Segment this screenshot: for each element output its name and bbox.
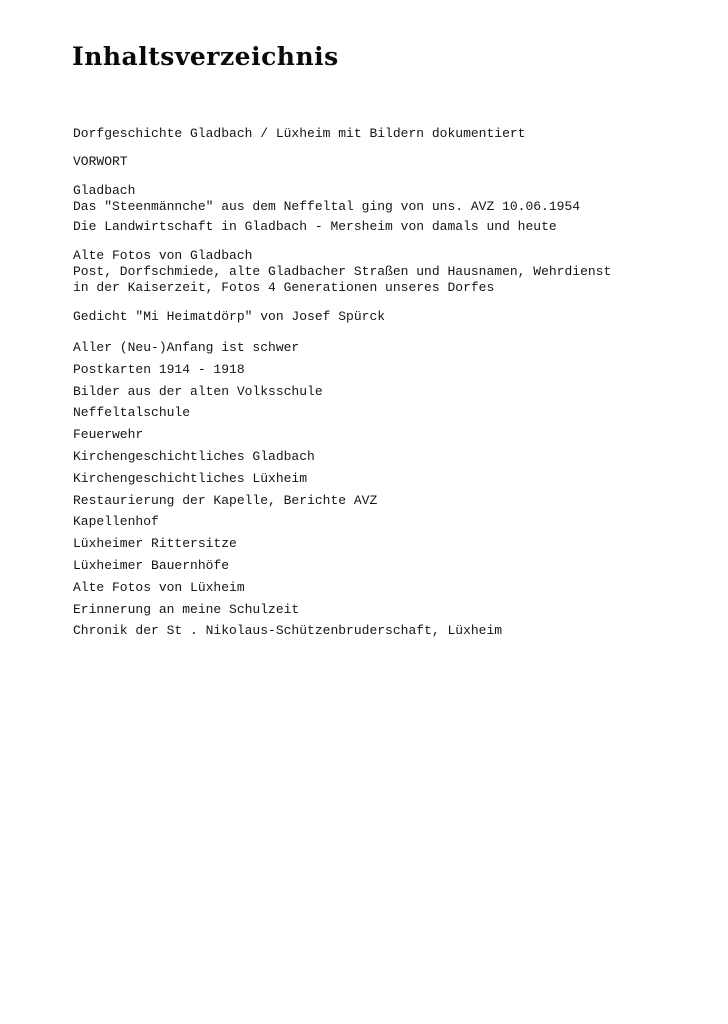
list-item: Gladbach [73,183,136,198]
list-item: Lüxheimer Bauernhöfe [73,557,230,573]
list-item: Lüxheimer Rittersitze [73,536,237,552]
toc-gladbach-block [73,183,713,235]
toc-subtitle-block [73,126,713,142]
list-item: Restaurierung der Kapelle, Berichte AVZ [73,492,378,508]
list-item: Postkarten 1914 - 1918 [73,361,245,377]
list-item: Kapellenhof [73,514,159,530]
list-item: Kirchengeschichtliches Gladbach [73,448,315,464]
toc-poem-block [73,309,713,325]
toc-entry-list [73,337,713,642]
table-of-contents [73,126,713,642]
list-item: in der Kaiserzeit, Fotos 4 Generationen unseres Dorfes [73,280,495,295]
list-item: Erinnerung an meine Schulzeit [73,601,300,617]
list-item: Neffeltalschule [73,405,191,421]
list-item: Aller (Neu-)Anfang ist schwer [73,340,300,355]
list-item: Die Landwirtschaft in Gladbach - Mersheim von damals und heute [73,219,557,234]
list-item: Feuerwehr [73,427,144,443]
list-item: Chronik der St . Nikolaus-Schützenbruderschaft, Lüxheim [73,623,503,639]
list-item: Bilder aus der alten Volksschule [73,383,323,399]
list-item: Alte Fotos von Lüxheim [73,579,245,595]
list-item: Post, Dorfschmiede, alte Gladbacher Straßen und Hausnamen, Wehrdienst [73,264,612,279]
toc-photos-block [73,248,713,296]
list-item: Alte Fotos von Gladbach [73,248,253,263]
list-item: Das "Steenmännche" aus dem Neffeltal ging von uns. AVZ 10.06.1954 [73,199,581,214]
list-item: Kirchengeschichtliches Lüxheim [73,470,308,486]
list-item: Gedicht "Mi Heimatdörp" von Josef Spürck [73,309,386,324]
toc-subtitle: Dorfgeschichte Gladbach / Lüxheim mit Bildern dokumentiert [73,126,526,141]
toc-preface: VORWORT [73,154,128,169]
page-title: Inhaltsverzeichnis [72,42,339,71]
toc-preface-block [73,154,713,170]
